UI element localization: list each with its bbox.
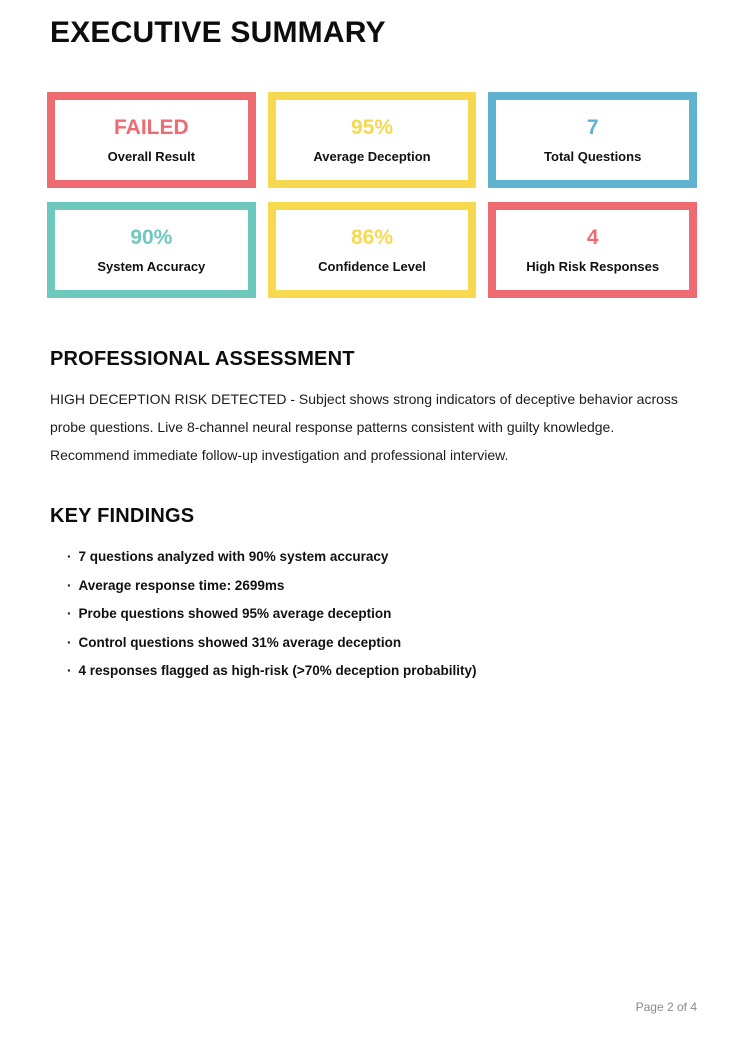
stat-value: 86% [350,226,393,250]
finding-item [67,629,697,658]
bullet-icon: · [67,549,72,564]
finding-item [67,543,697,572]
bullet-icon: · [67,663,72,678]
stat-card-system-accuracy [47,202,256,298]
stat-card-total-questions [488,92,697,188]
summary-stat-grid [47,92,697,298]
stat-value: 90% [130,226,173,250]
finding-item [67,572,697,601]
stat-card-high-risk-responses [488,202,697,298]
page-title: EXECUTIVE SUMMARY [50,16,386,49]
stat-label: Average Deception [313,148,431,164]
stat-card-confidence-level [268,202,477,298]
stat-label: Total Questions [544,148,642,164]
stat-label: Confidence Level [318,258,426,274]
findings-section-heading: KEY FINDINGS [50,505,195,527]
stat-value: 95% [350,116,393,140]
stat-value: 4 [586,226,599,250]
stat-label: System Accuracy [97,258,206,274]
findings-list [67,543,697,686]
finding-item [67,657,697,686]
bullet-icon: · [67,634,72,650]
finding-text: Average response time: 2699ms [78,577,285,593]
finding-text: 7 questions analyzed with 90% system accuracy [78,549,389,564]
finding-item [67,600,697,629]
finding-text: Control questions showed 31% average deception [78,634,402,650]
stat-label: High Risk Responses [526,258,660,274]
stat-value: 7 [586,116,599,140]
bullet-icon: · [67,606,72,621]
bullet-icon: · [67,577,72,593]
assessment-section-heading: PROFESSIONAL ASSESSMENT [50,348,355,370]
stat-card-average-deception [268,92,477,188]
stat-label: Overall Result [107,148,196,164]
assessment-body-text: HIGH DECEPTION RISK DETECTED - Subject shows strong indicators of deceptive behavior across probe questions. Live 8-channel neural response patterns consistent with guilty knowledge. Recommend immediate follow-up investigation and professional interview. [50,391,678,463]
finding-text: 4 responses flagged as high-risk (>70% deception probability) [78,663,477,678]
stat-card-overall-result [47,92,256,188]
finding-text: Probe questions showed 95% average deception [78,606,392,621]
page-number: Page 2 of 4 [635,1000,697,1014]
stat-value: FAILED [113,116,189,140]
report-content [47,0,697,686]
